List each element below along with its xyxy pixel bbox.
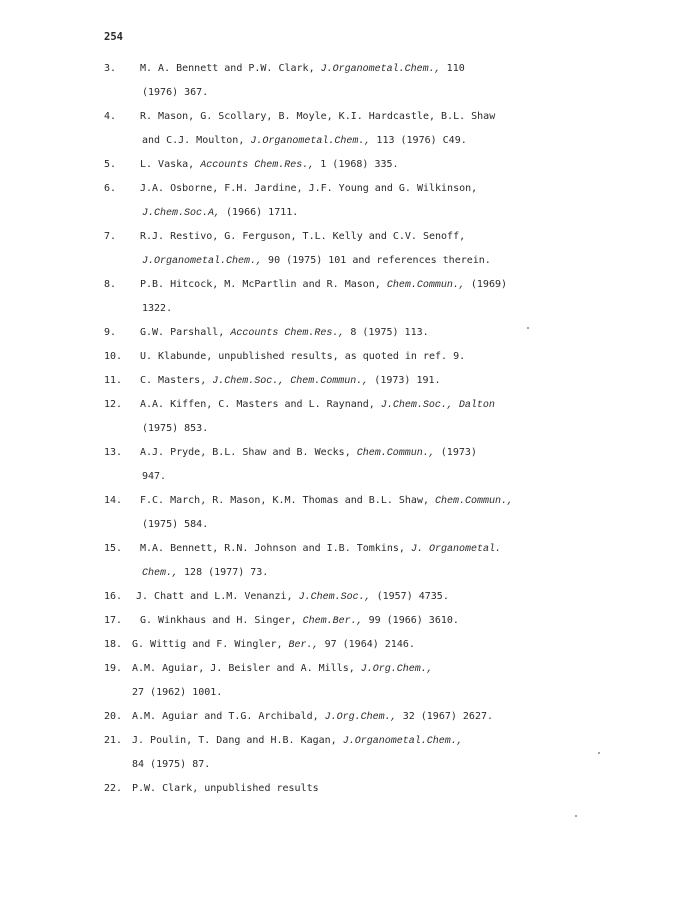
reference-text-line bbox=[140, 158, 399, 173]
reference-text: and C.J. Moulton, bbox=[142, 135, 251, 146]
reference-text: (1969) bbox=[464, 279, 508, 290]
reference-text: A.A. Kiffen, C. Masters and L. Raynand, bbox=[140, 399, 381, 410]
reference-text: A.J. Pryde, B.L. Shaw and B. Wecks, bbox=[140, 447, 357, 458]
reference-text: G. Winkhaus and H. Singer, bbox=[140, 615, 303, 626]
journal-name: J.Org.Chem., bbox=[360, 664, 433, 675]
reference-number: 5. bbox=[104, 159, 117, 170]
reference-number: 9. bbox=[104, 327, 117, 338]
reference-text: (1966) 1711. bbox=[220, 207, 299, 218]
reference-text: 27 (1962) 1001. bbox=[132, 687, 223, 698]
reference-text-line bbox=[140, 278, 507, 293]
reference-text-line bbox=[142, 470, 166, 484]
journal-name: J.Chem.Soc., bbox=[298, 592, 371, 603]
journal-name: J. Organometal. bbox=[410, 544, 501, 555]
reference-text-line bbox=[142, 566, 268, 581]
reference-text: 110 bbox=[440, 63, 465, 74]
reference-text: R.J. Restivo, G. Ferguson, T.L. Kelly and C.V. Senoff, bbox=[140, 231, 466, 242]
reference-text: (1975) 853. bbox=[142, 423, 209, 434]
reference-text: L. Vaska, bbox=[140, 159, 201, 170]
journal-name: Chem.Commun., bbox=[435, 496, 514, 507]
reference-number: 13. bbox=[104, 447, 123, 458]
reference-number: 14. bbox=[104, 495, 123, 506]
reference-number: 6. bbox=[104, 183, 117, 194]
reference-number: 11. bbox=[104, 375, 123, 386]
reference-text: (1976) 367. bbox=[142, 87, 209, 98]
reference-text: M.A. Bennett, R.N. Johnson and I.B. Tomkins, bbox=[140, 543, 411, 554]
journal-name: J.Organometal.Chem., bbox=[320, 64, 441, 75]
reference-text: A.M. Aguiar, J. Beisler and A. Mills, bbox=[132, 663, 361, 674]
reference-text: G. Wittig and F. Wingler, bbox=[132, 639, 289, 650]
journal-name: J.Chem.Soc.A, bbox=[142, 208, 221, 219]
reference-text: 1 (1968) 335. bbox=[314, 159, 399, 170]
reference-number: 21. bbox=[104, 735, 123, 746]
reference-text-line bbox=[142, 206, 298, 221]
reference-text-line bbox=[132, 662, 433, 677]
scan-speck bbox=[598, 752, 600, 754]
reference-text-line bbox=[132, 638, 415, 653]
reference-text: P.B. Hitcock, M. McPartlin and R. Mason, bbox=[140, 279, 387, 290]
reference-text-line bbox=[136, 590, 449, 605]
reference-text-line bbox=[140, 62, 465, 77]
reference-text-line bbox=[140, 542, 501, 557]
journal-name: J.Organometal.Chem., bbox=[142, 256, 263, 267]
reference-text: 97 (1964) 2146. bbox=[318, 639, 415, 650]
reference-text-line bbox=[142, 302, 172, 316]
reference-text: 8 (1975) 113. bbox=[344, 327, 429, 338]
reference-text-line bbox=[140, 326, 429, 341]
reference-text: F.C. March, R. Mason, K.M. Thomas and B.L. Shaw, bbox=[140, 495, 436, 506]
reference-text-line bbox=[140, 110, 495, 124]
journal-name: Chem.Ber., bbox=[302, 616, 363, 627]
reference-number: 16. bbox=[104, 591, 123, 602]
reference-text: J. Chatt and L.M. Venanzi, bbox=[136, 591, 299, 602]
reference-text: 1322. bbox=[142, 303, 173, 314]
reference-number: 8. bbox=[104, 279, 117, 290]
reference-text-line bbox=[132, 758, 210, 772]
scan-speck bbox=[527, 327, 529, 329]
reference-number: 22. bbox=[104, 783, 123, 794]
reference-text-line bbox=[142, 422, 208, 436]
reference-text-line bbox=[132, 710, 493, 725]
reference-text: 128 (1977) 73. bbox=[178, 567, 269, 578]
reference-text-line bbox=[140, 350, 465, 364]
reference-text-line bbox=[140, 230, 465, 244]
reference-number: 7. bbox=[104, 231, 117, 242]
reference-text: 99 (1966) 3610. bbox=[362, 615, 459, 626]
reference-text-line bbox=[142, 86, 208, 100]
scan-speck bbox=[575, 815, 577, 817]
reference-number: 17. bbox=[104, 615, 123, 626]
journal-name: J.Chem.Soc., Chem.Commun., bbox=[212, 376, 369, 387]
journal-name: Chem., bbox=[142, 568, 179, 579]
reference-text: (1973) 191. bbox=[368, 375, 441, 386]
journal-name: Ber., bbox=[288, 640, 319, 651]
reference-text: (1973) bbox=[434, 447, 477, 458]
journal-name: J.Organometal.Chem., bbox=[250, 136, 371, 147]
reference-text: 32 (1967) 2627. bbox=[396, 711, 493, 722]
reference-text: P.W. Clark, unpublished results bbox=[132, 783, 319, 794]
reference-number: 4. bbox=[104, 111, 117, 122]
reference-text-line bbox=[140, 494, 513, 509]
reference-text: (1957) 4735. bbox=[370, 591, 449, 602]
journal-name: J.Org.Chem., bbox=[324, 712, 397, 723]
journal-name: Accounts Chem.Res., bbox=[230, 328, 345, 339]
page-number: 254 bbox=[104, 31, 123, 43]
reference-text: 90 (1975) 101 and references therein. bbox=[262, 255, 491, 266]
reference-number: 12. bbox=[104, 399, 123, 410]
reference-text-line bbox=[140, 446, 477, 461]
reference-number: 10. bbox=[104, 351, 123, 362]
reference-text: 113 (1976) C49. bbox=[370, 135, 467, 146]
reference-text: (1975) 584. bbox=[142, 519, 209, 530]
reference-text: G.W. Parshall, bbox=[140, 327, 231, 338]
reference-text: U. Klabunde, unpublished results, as quoted in ref. 9. bbox=[140, 351, 466, 362]
reference-text-line bbox=[132, 782, 319, 796]
reference-text-line bbox=[140, 182, 477, 196]
reference-number: 20. bbox=[104, 711, 123, 722]
reference-text-line bbox=[140, 374, 441, 389]
reference-text-line bbox=[140, 614, 459, 629]
journal-name: Accounts Chem.Res., bbox=[200, 160, 315, 171]
journal-name: J.Chem.Soc., Dalton bbox=[380, 400, 495, 411]
reference-text-line bbox=[142, 134, 467, 149]
reference-text: J.A. Osborne, F.H. Jardine, J.F. Young and G. Wilkinson, bbox=[140, 183, 478, 194]
reference-text: C. Masters, bbox=[140, 375, 213, 386]
journal-name: J.Organometal.Chem., bbox=[342, 736, 463, 747]
reference-text: A.M. Aguiar and T.G. Archibald, bbox=[132, 711, 325, 722]
reference-text-line bbox=[142, 518, 208, 532]
reference-number: 19. bbox=[104, 663, 123, 674]
reference-text: 84 (1975) 87. bbox=[132, 759, 211, 770]
reference-number: 18. bbox=[104, 639, 123, 650]
journal-name: Chem.Commun., bbox=[356, 448, 435, 459]
reference-text: 947. bbox=[142, 471, 167, 482]
reference-text-line bbox=[132, 686, 222, 700]
reference-text: M. A. Bennett and P.W. Clark, bbox=[140, 63, 321, 74]
reference-text: R. Mason, G. Scollary, B. Moyle, K.I. Hardcastle, B.L. Shaw bbox=[140, 111, 496, 122]
reference-text-line bbox=[142, 254, 491, 269]
reference-number: 3. bbox=[104, 63, 117, 74]
reference-text-line bbox=[140, 398, 495, 413]
reference-number: 15. bbox=[104, 543, 123, 554]
journal-name: Chem.Commun., bbox=[386, 280, 465, 291]
reference-text-line bbox=[132, 734, 463, 749]
reference-text: J. Poulin, T. Dang and H.B. Kagan, bbox=[132, 735, 343, 746]
